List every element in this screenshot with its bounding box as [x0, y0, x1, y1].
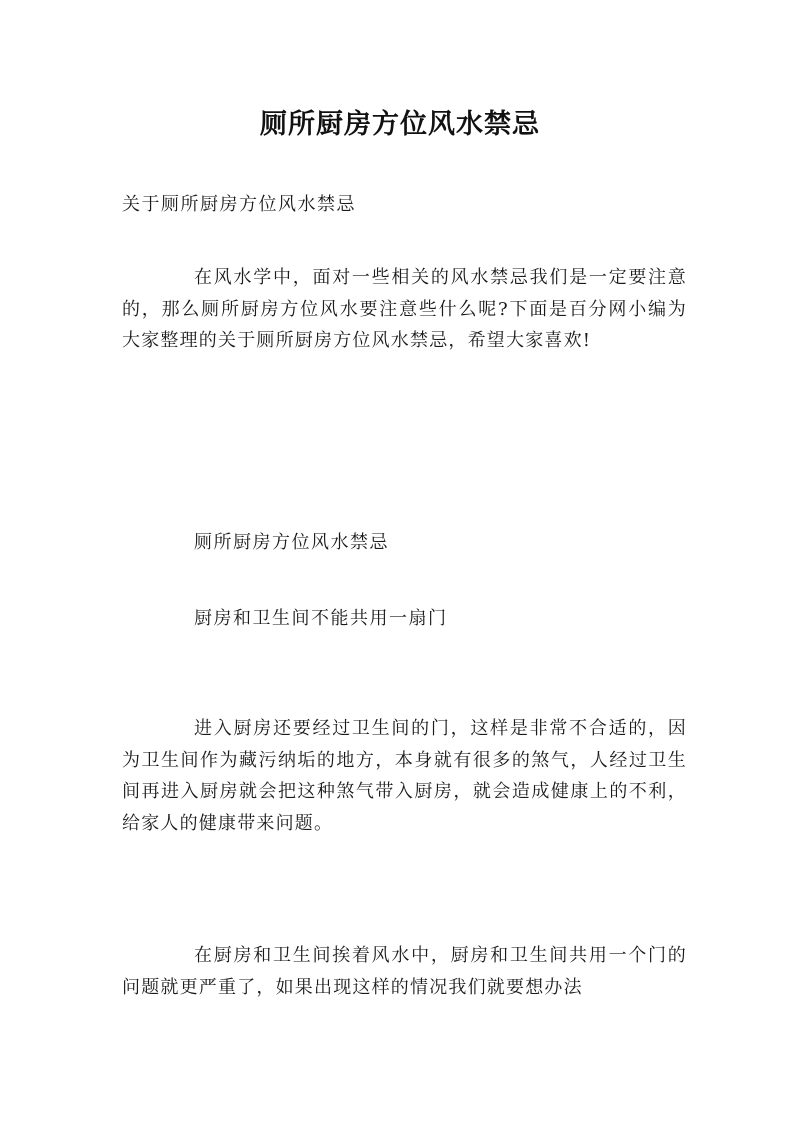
body-paragraph-2: 在厨房和卫生间挨着风水中，厨房和卫生间共用一个门的问题就更严重了，如果出现这样的情况我们就要想办法	[122, 945, 687, 998]
document-title: 厕所厨房方位风水禁忌	[260, 109, 540, 140]
item-heading: 厨房和卫生间不能共用一扇门	[194, 608, 448, 629]
intro-paragraph: 在风水学中，面对一些相关的风水禁忌我们是一定要注意的，那么厕所厨房方位风水要注意些什么呢?下面是百分网小编为大家整理的关于厕所厨房方位风水禁忌，希望大家喜欢!	[122, 267, 687, 351]
document-subtitle: 关于厕所厨房方位风水禁忌	[122, 194, 356, 215]
section-heading: 厕所厨房方位风水禁忌	[194, 532, 389, 553]
body-paragraph-1: 进入厨房还要经过卫生间的门，这样是非常不合适的，因为卫生间作为藏污纳垢的地方，本身就有很多的煞气，人经过卫生间再进入厨房就会把这种煞气带入厨房，就会造成健康上的不利，给家人的健康带来问题。	[122, 718, 687, 834]
